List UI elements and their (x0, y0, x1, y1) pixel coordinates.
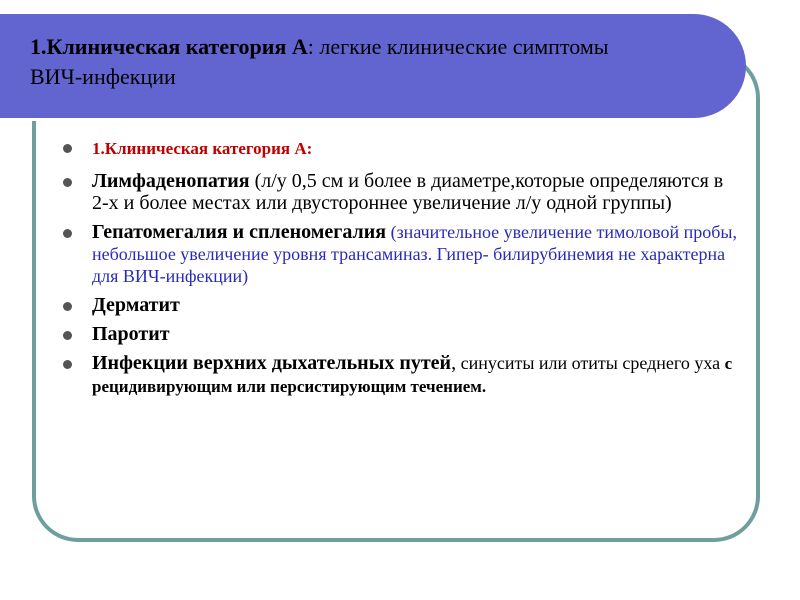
list-item-dermatitis (60, 294, 742, 316)
list-item-hepatosplenomegaly (60, 221, 742, 287)
slide-title-bold: 1.Клиническая категория А (30, 34, 308, 59)
list-item-respiratory-infections (60, 352, 742, 398)
symptom-term-separator: , (451, 352, 457, 374)
symptom-term: Паротит (92, 323, 170, 345)
list-item-lymphadenopathy (60, 170, 742, 214)
category-heading: 1.Клиническая категория А: (92, 139, 313, 158)
slide-title-rest: : легкие клинические симптомы ВИЧ-инфекции (30, 34, 609, 89)
symptom-term: Инфекции верхних дыхательных путей (92, 352, 452, 374)
symptom-term: Дерматит (92, 294, 180, 316)
title-underline (0, 118, 706, 121)
bullet-dot-icon (63, 178, 72, 187)
symptom-course: с рецидивирующим или персистирующим течением. (92, 354, 733, 396)
slide-title (30, 32, 650, 92)
bullet-dot-icon (63, 360, 72, 369)
bullet-list (60, 138, 742, 405)
bullet-dot-icon (63, 331, 72, 340)
symptom-detail: (л/у 0,5 см и более в диаметре,которые определяются в 2-х и более местах или двустороннее увеличение л/у одной группы) (92, 170, 724, 214)
symptom-detail: синуситы или отиты среднего уха (456, 353, 725, 373)
bullet-dot-icon (63, 302, 72, 311)
bullet-dot-icon (63, 229, 72, 238)
bullet-dot-icon (63, 144, 72, 153)
symptom-term: Лимфаденопатия (92, 170, 250, 192)
list-item-parotitis (60, 323, 742, 345)
list-item-category-heading (60, 138, 742, 160)
symptom-detail: (значительное увеличение тимоловой пробы, небольшое увеличение уровня трансаминаз. Гипер- билирубинемия не характерна для ВИЧ-инфекции) (92, 222, 737, 286)
symptom-term: Гепатомегалия и спленомегалия (92, 221, 387, 243)
